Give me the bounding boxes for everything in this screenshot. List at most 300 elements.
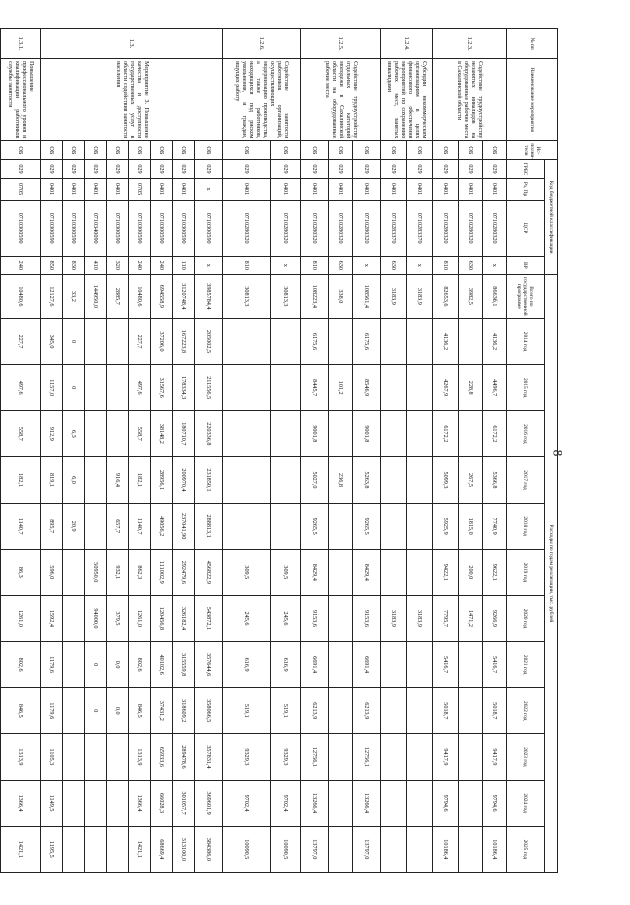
year-value-cell: 9001,8 [353,411,381,457]
total-cell: 82653,6 [433,274,459,318]
year-value-cell [223,457,271,503]
vr-cell: 410 [85,256,107,274]
grbs-cell: 029 [223,160,271,178]
grbs-cell: 029 [433,160,459,178]
csr-cell: 0710280320 [301,200,329,256]
year-value-cell [63,595,85,641]
year-value-cell: 9794,6 [483,780,507,826]
table-row [329,29,353,873]
year-value-cell [381,365,407,411]
year-value-cell: 0,0 [107,642,129,688]
year-value-cell: 245,6 [271,595,301,641]
rzpr-cell: 0401 [407,178,433,200]
header-year: 2019 год [507,549,545,595]
header-year: 2021 год [507,642,545,688]
year-value-cell: 5027,0 [301,457,329,503]
executor-cell: ОБ [107,141,129,160]
grbs-cell: 029 [63,160,85,178]
total-cell: 694558,9 [151,274,173,318]
csr-cell: 0710300590 [107,200,129,256]
vr-cell: 630 [329,256,353,274]
year-value-cell: 10186,4 [483,826,507,872]
executor-cell: ОБ [173,141,195,160]
year-value-cell: 1815,0 [459,503,483,549]
year-value-cell [459,642,483,688]
grbs-cell: 029 [381,160,407,178]
vr-cell: 240 [1,256,41,274]
year-value-cell: 369601,9 [195,780,223,826]
year-value-cell: 309,5 [271,549,301,595]
year-value-cell: 6213,9 [301,688,329,734]
header-year: 2016 год [507,411,545,457]
csr-cell: 0710280320 [329,200,353,256]
table-body [1,29,507,873]
year-value-cell: 180710,7 [173,411,195,457]
vr-cell: х [195,256,223,274]
rzpr-cell: 0401 [353,178,381,200]
year-value-cell [107,411,129,457]
vr-cell: 630 [459,256,483,274]
year-value-cell [85,365,107,411]
year-value-cell: 37431,2 [151,688,173,734]
year-value-cell [329,549,353,595]
header-name: Наименование мероприятия [507,59,558,141]
year-value-cell: 13797,0 [301,826,329,872]
year-value-cell [63,688,85,734]
year-value-cell: 38148,2 [151,411,173,457]
row-number: 1.3.1. [1,29,41,59]
table-row [459,29,483,873]
measure-name: Содействие трудоустройству отдельных категорий молодежи в Сахалинской области на оборудованные рабочие места [301,59,381,141]
vr-cell: х [407,256,433,274]
csr-cell: 0710300590 [195,200,223,256]
year-value-cell: 596,0 [41,549,63,595]
header-expenses: Расходы по годам реализации, тыс. рублей [545,274,558,872]
year-value-cell: 6172,2 [483,411,507,457]
year-value-cell: 237041,90 [173,503,195,549]
year-value-cell: 384386,0 [195,826,223,872]
total-cell: 108561,4 [353,274,381,318]
year-value-cell [459,826,483,872]
year-value-cell: 1313,9 [129,734,151,780]
total-cell: 2885,7 [107,274,129,318]
year-value-cell: 6213,9 [353,688,381,734]
table-row [63,29,85,873]
total-cell: 144950,0 [85,274,107,318]
year-value-cell: 245,6 [223,595,271,641]
year-value-cell: 9329,3 [223,734,271,780]
year-value-cell: 456822,9 [195,549,223,595]
year-value-cell: 9265,5 [353,503,381,549]
rzpr-cell: 0401 [63,178,85,200]
executor-cell: ОБ [381,141,407,160]
year-value-cell: 8429,4 [353,549,381,595]
csr-cell: 0710283370 [407,200,433,256]
year-value-cell [271,457,301,503]
measure-name: Повышение профессионального уровня и квалификации работников службы занятости [1,59,41,141]
year-value-cell: 318609,2 [173,688,195,734]
year-value-cell [459,411,483,457]
rzpr-cell: 0401 [459,178,483,200]
rzpr-cell: 0705 [1,178,41,200]
year-value-cell: 9153,6 [301,595,329,641]
year-value-cell: 9417,9 [483,734,507,780]
csr-cell: 0710280320 [483,200,507,256]
table-row [407,29,433,873]
executor-cell: ОБ [223,141,271,160]
year-value-cell: 236,8 [329,457,353,503]
year-value-cell [381,318,407,364]
year-value-cell: 227,7 [129,318,151,364]
executor-cell: ОБ [271,141,301,160]
measure-name: Содействие занятости работников организаций, осуществляющих модернизацию производства, а также работников, находящихся под риском увольнения, и граждан, ищущих работу [223,59,301,141]
year-value-cell: 37206,0 [151,318,173,364]
year-value-cell: 1140,7 [1,503,41,549]
table-row [85,29,107,873]
year-value-cell: 231850,1 [195,457,223,503]
rzpr-cell: 0401 [483,178,507,200]
vr-cell: 110 [173,256,195,274]
year-value-cell [459,734,483,780]
csr-cell: 0710340090 [85,200,107,256]
header-no: № пп [507,29,558,59]
year-value-cell: 1179,6 [41,642,63,688]
year-value-cell [107,826,129,872]
grbs-cell: 029 [129,160,151,178]
header-year: 2023 год [507,734,545,780]
year-value-cell: 292479,6 [173,549,195,595]
year-value-cell: 895,7 [41,503,63,549]
executor-cell: ОБ [483,141,507,160]
year-value-cell: 289478,6 [173,734,195,780]
header-kbk: Код бюджетной классификации [545,160,558,274]
year-value-cell: 1313,9 [1,734,41,780]
year-value-cell [85,780,107,826]
year-value-cell: 65933,6 [151,734,173,780]
header-rzpr: Рз, Пр [507,178,545,200]
executor-cell: ОБ [407,141,433,160]
year-value-cell: 819,1 [41,457,63,503]
year-value-cell: 1105,3 [41,734,63,780]
table-row [173,29,195,873]
table-row [381,29,407,873]
year-value-cell [381,457,407,503]
year-value-cell: 5366,8 [483,457,507,503]
year-value-cell [63,642,85,688]
row-number: 1.3. [41,29,223,59]
year-value-cell [85,318,107,364]
year-value-cell [85,826,107,872]
year-value-cell: 205002,5 [195,318,223,364]
page-number: 8 [550,449,566,457]
year-value-cell: 0 [85,688,107,734]
year-value-cell [407,688,433,734]
year-value-cell: 6175,6 [301,318,329,364]
year-value-cell [407,503,433,549]
vr-cell: 810 [433,256,459,274]
year-value-cell: 9153,6 [353,595,381,641]
rzpr-cell: 0401 [223,178,271,200]
year-value-cell: 13797,0 [353,826,381,872]
table-row [433,29,459,873]
measure-name: Мероприятие 3. Повышение качества и доступности государственных услуг в области содействия занятости населения [41,59,223,141]
executor-cell: ОБ [353,141,381,160]
csr-cell: 0710300590 [173,200,195,256]
table-row [223,29,271,873]
grbs-cell: 029 [41,160,63,178]
total-cell: 33,2 [63,274,85,318]
year-value-cell [223,365,271,411]
total-cell: 10480,6 [1,274,41,318]
rzpr-cell: х [195,178,223,200]
total-cell: 30813,3 [271,274,301,318]
year-value-cell: 8429,4 [301,549,329,595]
vr-cell: 630 [381,256,407,274]
year-value-cell: 4136,2 [483,318,507,364]
total-cell: 108223,4 [301,274,329,318]
row-number: 1.2.4. [381,29,433,59]
year-value-cell [329,318,353,364]
year-value-cell: 846,5 [1,688,41,734]
vr-cell: 810 [301,256,329,274]
table-row [195,29,223,873]
year-value-cell: 846,5 [129,688,151,734]
year-value-cell: 10186,4 [433,826,459,872]
year-value-cell [381,688,407,734]
header-year: 2024 год [507,780,545,826]
table-row [41,29,63,873]
year-value-cell [85,503,107,549]
grbs-cell: 029 [407,160,433,178]
grbs-cell: 029 [271,160,301,178]
year-value-cell: 5416,7 [483,642,507,688]
table-row [151,29,173,873]
year-value-cell [329,688,353,734]
year-value-cell: 1157,0 [41,365,63,411]
grbs-cell: 029 [459,160,483,178]
grbs-cell: 029 [483,160,507,178]
year-value-cell: 220336,8 [195,411,223,457]
year-value-cell: 912,9 [41,411,63,457]
rzpr-cell: 0401 [107,178,129,200]
year-value-cell: 5018,7 [433,688,459,734]
year-value-cell: 9417,9 [433,734,459,780]
total-cell: 10480,6 [129,274,151,318]
year-value-cell: 7795,7 [433,595,459,641]
year-value-cell: 12756,1 [353,734,381,780]
year-value-cell: 8546,9 [353,365,381,411]
year-value-cell [381,503,407,549]
table-row [353,29,381,873]
year-value-cell [329,595,353,641]
header-vr: ВР [507,256,545,274]
year-value-cell: 6175,6 [353,318,381,364]
year-value-cell: 178334,3 [173,365,195,411]
year-value-cell: 6172,2 [433,411,459,457]
year-value-cell [329,411,353,457]
year-value-cell [107,318,129,364]
grbs-cell: 029 [195,160,223,178]
csr-cell: 0710300590 [63,200,85,256]
year-value-cell: 288813,1 [195,503,223,549]
year-value-cell: 31567,6 [151,365,173,411]
year-value-cell: 28956,1 [151,457,173,503]
executor-cell: ОБ [301,141,329,160]
year-value-cell: 0 [63,318,85,364]
year-value-cell [459,318,483,364]
vr-cell: 810 [223,256,271,274]
year-value-cell [223,318,271,364]
vr-cell: 240 [129,256,151,274]
rzpr-cell: 0401 [301,178,329,200]
year-value-cell [107,734,129,780]
grbs-cell: 029 [85,160,107,178]
year-value-cell [329,734,353,780]
rzpr-cell: 0401 [381,178,407,200]
year-value-cell: 1140,7 [129,503,151,549]
year-value-cell: 9001,8 [301,411,329,457]
csr-cell: 0710280320 [271,200,301,256]
year-value-cell: 357831,4 [195,734,223,780]
year-value-cell: 1179,6 [41,688,63,734]
year-value-cell: 5263,8 [353,457,381,503]
year-value-cell [407,780,433,826]
vr-cell: х [271,256,301,274]
year-value-cell [407,642,433,688]
executor-cell: ОБ [459,141,483,160]
year-value-cell [107,780,129,826]
year-value-cell [329,780,353,826]
year-value-cell: 802,6 [129,642,151,688]
year-value-cell: 86,3 [1,549,41,595]
year-value-cell [271,318,301,364]
year-value-cell: 357644,6 [195,642,223,688]
year-value-cell: 228,8 [459,365,483,411]
year-value-cell: 497,6 [1,365,41,411]
year-value-cell: 10090,5 [223,826,271,872]
year-value-cell: 657,7 [107,503,129,549]
table-row [107,29,129,873]
year-value-cell: 182,1 [1,457,41,503]
year-value-cell [407,365,433,411]
year-value-cell: 326182,4 [173,595,195,641]
year-value-cell: 301057,7 [173,780,195,826]
year-value-cell [381,780,407,826]
year-value-cell [381,642,407,688]
year-value-cell [459,780,483,826]
total-cell: 8663б,1 [483,274,507,318]
year-value-cell: 12756,1 [301,734,329,780]
year-value-cell [107,365,129,411]
total-cell: 3183,9 [381,274,407,318]
header-year: 2020 год [507,595,545,641]
csr-cell: 0710300590 [151,200,173,256]
grbs-cell: 029 [151,160,173,178]
csr-cell: 0710280320 [353,200,381,256]
year-value-cell: 1421,1 [129,826,151,872]
year-value-cell: 9422,1 [433,549,459,595]
header-year: 2014 год [507,318,545,364]
year-value-cell: 1261,0 [1,595,41,641]
table-row [129,29,151,873]
csr-cell: 0710280320 [223,200,271,256]
year-value-cell: 267,5 [459,457,483,503]
year-value-cell [85,457,107,503]
year-value-cell: 6,3 [63,411,85,457]
year-value-cell: 0 [63,365,85,411]
csr-cell: 0710280320 [433,200,459,256]
grbs-cell: 029 [329,160,353,178]
year-value-cell: 313100,0 [173,826,195,872]
year-value-cell: 7740,9 [483,503,507,549]
vr-cell: х [483,256,507,274]
year-value-cell: 13266,4 [301,780,329,826]
csr-cell: 0710300590 [129,200,151,256]
year-value-cell: 802,6 [1,642,41,688]
row-number: 1.2.6. [223,29,301,59]
executor-cell: ОБ [433,141,459,160]
year-value-cell: 94000,0 [85,595,107,641]
header-year: 2025 год [507,826,545,872]
year-value-cell: 6691,4 [301,642,329,688]
grbs-cell: 029 [1,160,41,178]
executor-cell: ОБ [329,141,353,160]
year-value-cell: 40102,6 [151,642,173,688]
rzpr-cell: 0401 [173,178,195,200]
year-value-cell: 111002,9 [151,549,173,595]
measure-name: Содействие трудоустройству незанятых инвалидов на оборудованные рабочие места в Сахалинской области [433,59,507,141]
year-value-cell: 0 [85,642,107,688]
year-value-cell: 68669,4 [151,826,173,872]
year-value-cell: 9329,3 [271,734,301,780]
year-value-cell [63,826,85,872]
year-value-cell: 5018,7 [483,688,507,734]
year-value-cell: 9622,1 [483,549,507,595]
table-row [1,29,41,873]
rzpr-cell: 0401 [329,178,353,200]
year-value-cell: 1592,4 [41,595,63,641]
year-value-cell: 182,1 [129,457,151,503]
header-year: 2017 год [507,457,545,503]
measure-name: Субсидии некоммерческим организациям в целях финансового обеспечения мероприятий по сохранению рабочих мест, занятых инвалидами [381,59,433,141]
year-value-cell [407,411,433,457]
rzpr-cell: 0401 [271,178,301,200]
year-value-cell [329,826,353,872]
year-value-cell [329,642,353,688]
table-row [271,29,301,873]
header-executor: Ис-полни-тели [507,141,558,160]
year-value-cell [85,411,107,457]
year-value-cell [63,549,85,595]
executor-cell: ОБ [41,141,63,160]
year-value-cell: 1366,4 [1,780,41,826]
vr-cell: 240 [151,256,173,274]
total-cell: 3985784,4 [195,274,223,318]
year-value-cell: 9794,6 [433,780,459,826]
rzpr-cell: 0401 [151,178,173,200]
year-value-cell: 167223,8 [173,318,195,364]
year-value-cell [407,826,433,872]
executor-cell: ОБ [195,141,223,160]
year-value-cell [63,734,85,780]
year-value-cell: 497,6 [129,365,151,411]
year-value-cell: 1421,1 [1,826,41,872]
header-year: 2018 год [507,503,545,549]
year-value-cell: 9265,5 [301,503,329,549]
rzpr-cell: 0401 [85,178,107,200]
vr-cell: х [353,256,381,274]
year-value-cell: 5099,3 [433,457,459,503]
